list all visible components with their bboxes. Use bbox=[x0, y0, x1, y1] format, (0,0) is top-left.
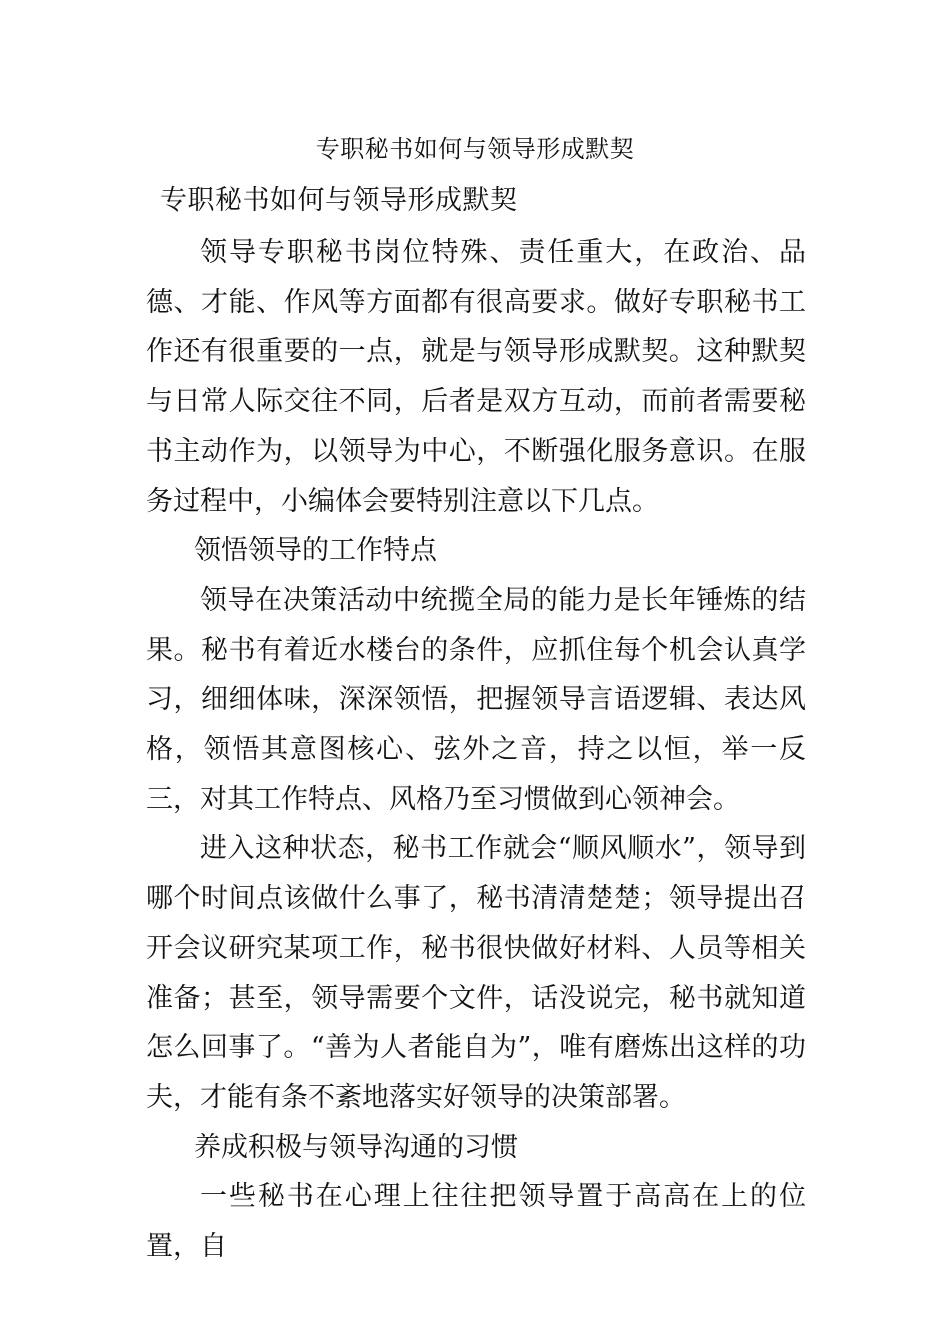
section-heading: 养成积极与领导沟通的习惯 bbox=[194, 1131, 518, 1163]
paragraph: 领导专职秘书岗位特殊、责任重大，在政治、品德、才能、作风等方面都有很高要求。做好专职秘书工作还有很重要的一点，就是与领导形成默契。这种默契与日常人际交往不同，后者是双方互动，而前者需要秘书主动作为，以领导为中心，不断强化服务意识。在服务过程中，小编体会要特别注意以下几点。 bbox=[146, 237, 806, 517]
paragraph: 领导在决策活动中统揽全局的能力是长年锤炼的结果。秘书有着近水楼台的条件，应抓住每个机会认真学习，细细体味，深深领悟，把握领导言语逻辑、表达风格，领悟其意图核心、弦外之音，持之以恒，举一反三，对其工作特点、风格乃至习惯做到心领神会。 bbox=[146, 584, 806, 815]
document-subtitle: 专职秘书如何与领导形成默契 bbox=[160, 185, 518, 216]
paragraph: 进入这种状态，秘书工作就会“顺风顺水”，领导到哪个时间点该做什么事了，秘书清清楚楚；领导提出召开会议研究某项工作，秘书很快做好材料、人员等相关准备；甚至，领导需要个文件，话没说完，秘书就知道怎么回事了。“善为人者能自为”，唯有磨炼出这样的功夫，才能有条不紊地落实好领导的决策部署。 bbox=[146, 833, 806, 1113]
paragraph: 一些秘书在心理上往往把领导置于高高在上的位置，自 bbox=[146, 1181, 806, 1263]
document-title: 专职秘书如何与领导形成默契 bbox=[315, 135, 635, 163]
section-heading: 领悟领导的工作特点 bbox=[194, 535, 437, 567]
document-body bbox=[146, 228, 806, 1272]
